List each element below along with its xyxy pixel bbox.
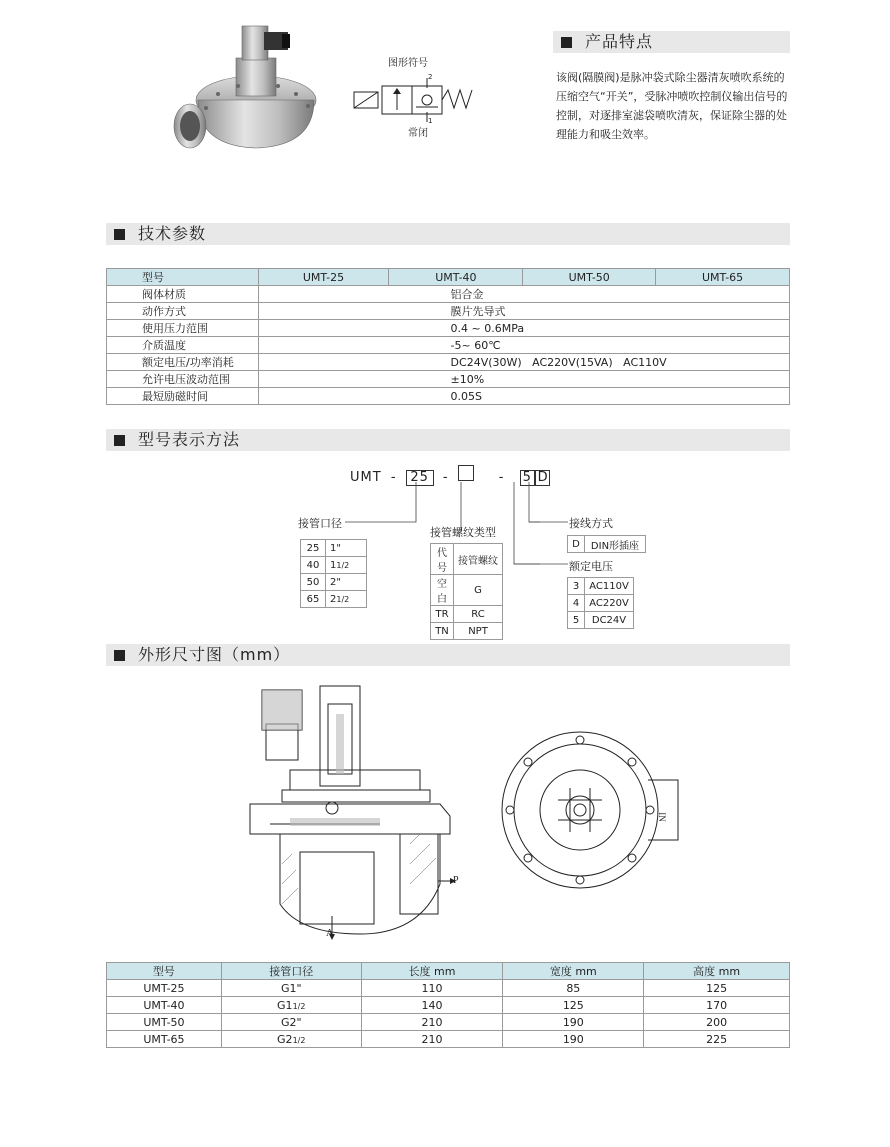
- spec-label: 额定电压/功率消耗: [107, 354, 259, 371]
- table-row: [107, 354, 790, 371]
- voltage-label: 额定电压: [569, 560, 613, 573]
- symbol-title: 图形符号: [388, 58, 428, 69]
- model-connector-lines-right: [514, 480, 574, 570]
- valve-top-view-drawing: [498, 730, 688, 890]
- wiring-desc: DIN形插座: [585, 536, 646, 553]
- spec-header-row: [107, 269, 790, 286]
- thread-value: G: [454, 575, 503, 606]
- dimensions-heading: [106, 644, 790, 666]
- table-row: [107, 286, 790, 303]
- spec-label: 允许电压波动范围: [107, 371, 259, 388]
- spec-label: 动作方式: [107, 303, 259, 320]
- square-bullet-icon: [114, 229, 125, 240]
- wiring-label: 接线方式: [569, 517, 613, 530]
- square-bullet-icon: [561, 37, 572, 48]
- port-size-value: 2: [330, 593, 337, 605]
- dim-length: 210: [361, 1014, 503, 1031]
- thread-code: TN: [431, 623, 454, 640]
- spec-value: 铝合金: [258, 286, 789, 303]
- table-row: [431, 544, 503, 575]
- model-size-box: 25: [406, 470, 434, 486]
- voltage-desc: AC220V: [585, 595, 634, 612]
- spec-header-cell: UMT-65: [656, 269, 790, 286]
- spec-label: 最短励磁时间: [107, 388, 259, 405]
- voltage-desc: AC110V: [585, 578, 634, 595]
- dim-port: [221, 1031, 361, 1048]
- model-dash: -: [442, 470, 449, 485]
- dim-port-value: G1: [277, 998, 293, 1012]
- table-row: [107, 1031, 790, 1048]
- spec-label: 介质温度: [107, 337, 259, 354]
- dim-length: 140: [361, 997, 503, 1014]
- voltage-code: 4: [568, 595, 585, 612]
- thread-code: TR: [431, 606, 454, 623]
- model-voltage-box: 5: [520, 470, 535, 486]
- thread-type-label: 接管螺纹类型: [430, 526, 496, 539]
- dim-header-cell: 宽度 mm: [503, 963, 644, 980]
- table-row: [107, 388, 790, 405]
- dim-width: 85: [503, 980, 644, 997]
- valve-product-photo: [168, 18, 328, 163]
- model-wiring-box: D: [535, 470, 550, 486]
- port-size-frac: 1/2: [336, 560, 350, 570]
- inlet-label-p: P: [453, 875, 459, 886]
- port-size: [326, 574, 367, 591]
- wiring-code: D: [568, 536, 585, 553]
- table-row: [431, 606, 503, 623]
- table-row: [301, 557, 367, 574]
- spec-value: -5~ 60℃: [258, 337, 789, 354]
- dim-model: UMT-25: [107, 980, 222, 997]
- model-dash: -: [498, 470, 505, 485]
- square-bullet-icon: [114, 650, 125, 661]
- features-heading: [553, 31, 790, 53]
- dimensions-header-row: [107, 963, 790, 980]
- dim-width: 125: [503, 997, 644, 1014]
- table-row: [301, 574, 367, 591]
- thread-type-table: [430, 543, 503, 640]
- port-size: [326, 540, 367, 557]
- dim-height: 125: [644, 980, 790, 997]
- port-size: [326, 591, 367, 608]
- table-row: [107, 980, 790, 997]
- model-title: 型号表示方法: [138, 430, 241, 449]
- dim-model: UMT-50: [107, 1014, 222, 1031]
- dim-height: 200: [644, 1014, 790, 1031]
- table-row: [301, 540, 367, 557]
- dim-port-frac: 1/2: [292, 1001, 306, 1011]
- table-row: [568, 578, 634, 595]
- voltage-code: 5: [568, 612, 585, 629]
- model-prefix: UMT: [350, 470, 382, 485]
- dimensions-title: 外形尺寸图（mm）: [138, 645, 291, 664]
- spec-value: ±10%: [258, 371, 789, 388]
- dim-width: 190: [503, 1031, 644, 1048]
- table-row: [431, 575, 503, 606]
- table-row: [107, 997, 790, 1014]
- model-thread-box: [458, 465, 474, 481]
- dim-header-cell: 型号: [107, 963, 222, 980]
- outlet-label-a: A: [326, 928, 334, 939]
- table-row: [568, 595, 634, 612]
- table-row: [107, 303, 790, 320]
- dim-port: [221, 980, 361, 997]
- spec-value: 0.4 ~ 0.6MPa: [258, 320, 789, 337]
- symbol-port-1: 1: [428, 117, 433, 125]
- thread-value: RC: [454, 606, 503, 623]
- spec-header-cell: 型号: [107, 269, 259, 286]
- dim-port-value: G2: [277, 1032, 293, 1046]
- dim-length: 210: [361, 1031, 503, 1048]
- spec-value: 0.05S: [258, 388, 789, 405]
- spec-label: 使用压力范围: [107, 320, 259, 337]
- dim-port-value: G1": [280, 981, 302, 995]
- port-code: 65: [301, 591, 326, 608]
- port-size-label: 接管口径: [298, 517, 342, 530]
- table-row: [107, 371, 790, 388]
- port-code: 25: [301, 540, 326, 557]
- dim-length: 110: [361, 980, 503, 997]
- model-dash: -: [390, 470, 397, 485]
- table-row: [568, 612, 634, 629]
- dimensions-table: [106, 962, 790, 1048]
- port-code: 50: [301, 574, 326, 591]
- dim-height: 225: [644, 1031, 790, 1048]
- thread-value: NPT: [454, 623, 503, 640]
- dim-model: UMT-40: [107, 997, 222, 1014]
- thread-code: 空白: [431, 575, 454, 606]
- spec-header-cell: UMT-25: [258, 269, 389, 286]
- symbol-state: 常闭: [408, 128, 428, 139]
- dim-header-cell: 长度 mm: [361, 963, 503, 980]
- port-size-table: [300, 539, 367, 608]
- voltage-desc: DC24V: [585, 612, 634, 629]
- port-code: 40: [301, 557, 326, 574]
- port-size-value: 1": [330, 542, 341, 554]
- model-heading: [106, 429, 790, 451]
- voltage-code: 3: [568, 578, 585, 595]
- dim-model: UMT-65: [107, 1031, 222, 1048]
- spec-header-cell: UMT-50: [523, 269, 656, 286]
- wiring-table: [567, 535, 646, 553]
- table-row: [568, 536, 646, 553]
- table-row: [431, 623, 503, 640]
- spec-value: 膜片先导式: [258, 303, 789, 320]
- dim-port-value: G2": [280, 1015, 302, 1029]
- dim-width: 190: [503, 1014, 644, 1031]
- inlet-label-in: IN: [656, 812, 667, 822]
- port-size-frac: 1/2: [336, 594, 350, 604]
- dim-height: 170: [644, 997, 790, 1014]
- port-size: [326, 557, 367, 574]
- table-row: [301, 591, 367, 608]
- spec-value: DC24V(30W) AC220V(15VA) AC110V: [258, 354, 789, 371]
- thread-header-cell: 接管螺纹: [454, 544, 503, 575]
- dim-port-frac: 1/2: [292, 1035, 306, 1045]
- voltage-table: [567, 577, 634, 629]
- features-description: 该阀(隔膜阀)是脉冲袋式除尘器清灰喷吹系统的压缩空气“开关”，受脉冲喷吹控制仪输出信号的控制，对逐排室滤袋喷吹清灰，保证除尘器的处理能力和吸尘效率。: [556, 71, 788, 141]
- port-size-value: 1: [330, 559, 337, 571]
- spec-table: [106, 268, 790, 405]
- table-row: [107, 320, 790, 337]
- spec-heading: [106, 223, 790, 245]
- features-title: 产品特点: [585, 32, 654, 51]
- thread-header-cell: 代号: [431, 544, 454, 575]
- spec-label: 阀体材质: [107, 286, 259, 303]
- port-size-value: 2": [330, 576, 341, 588]
- table-row: [107, 1014, 790, 1031]
- dim-header-cell: 高度 mm: [644, 963, 790, 980]
- dim-port: [221, 997, 361, 1014]
- valve-section-drawing: [240, 684, 470, 944]
- dim-port: [221, 1014, 361, 1031]
- symbol-port-2: 2: [428, 73, 433, 81]
- spec-title: 技术参数: [138, 224, 207, 243]
- spec-header-cell: UMT-40: [389, 269, 523, 286]
- dim-header-cell: 接管口径: [221, 963, 361, 980]
- square-bullet-icon: [114, 435, 125, 446]
- table-row: [107, 337, 790, 354]
